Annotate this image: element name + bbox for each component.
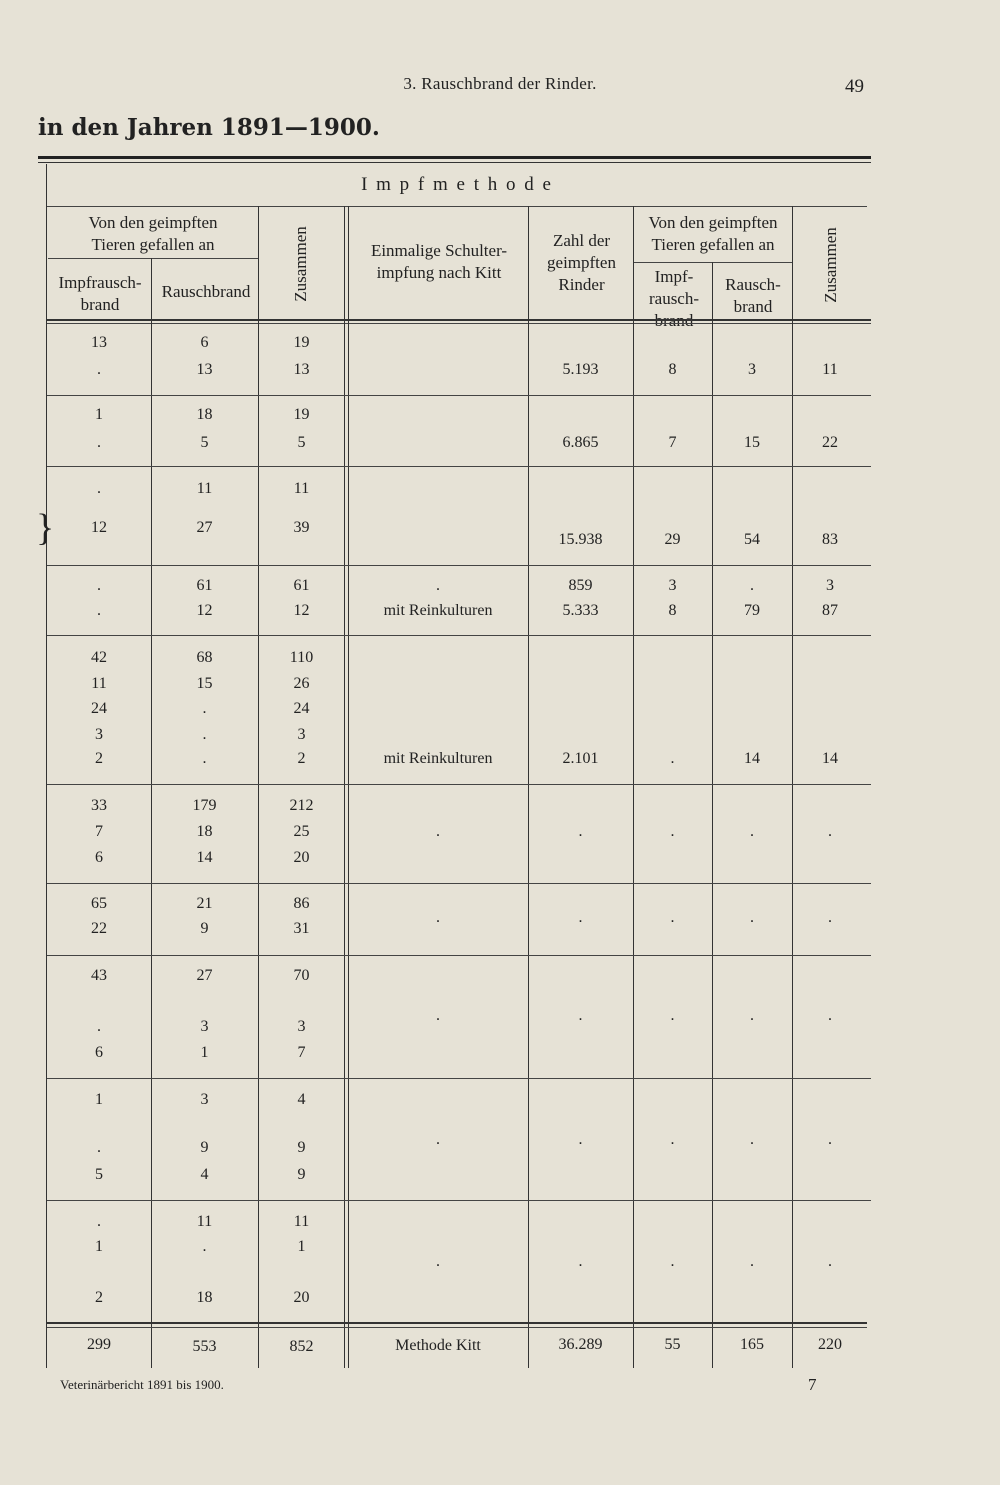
cell-impf: . (670, 1007, 675, 1024)
cell-zusammen2: 83 (822, 531, 838, 548)
cell-rauschbrand: 9 (200, 920, 209, 937)
rausch-header-line2: brand (733, 297, 773, 316)
cell-rauschbrand: . (202, 750, 207, 767)
cell-impfrauschbrand: . (97, 602, 101, 619)
cell-impf: 8 (668, 602, 677, 619)
cell-zusammen: 7 (297, 1044, 306, 1061)
cell-methode: . (436, 577, 440, 594)
vline-5 (528, 206, 529, 1368)
cell-impfrauschbrand: 43 (91, 967, 107, 984)
cell-impfrauschbrand: 1 (95, 1238, 103, 1255)
cell-rausch: 14 (744, 750, 760, 767)
cell-methode: . (436, 1253, 440, 1270)
cell-zusammen: 2 (297, 750, 306, 767)
impf-header-line2: rausch- (648, 289, 700, 308)
cell-zusammen: 19 (293, 334, 310, 351)
cell-rauschbrand: 11 (196, 1213, 213, 1230)
cell-zusammen: 9 (297, 1166, 306, 1183)
cell-zusammen: 25 (293, 823, 310, 840)
row-separator (47, 883, 871, 884)
cell-zusammen: 212 (289, 797, 314, 814)
impf-header-line1: Impf- (654, 267, 694, 286)
vline-8 (792, 206, 793, 1368)
cell-methode: . (436, 909, 440, 926)
row-separator (47, 1078, 871, 1079)
cell-rauschbrand: 68 (196, 649, 213, 666)
total-zusammen: 852 (289, 1338, 314, 1355)
row-separator (47, 466, 871, 467)
cell-methode: . (436, 1007, 440, 1024)
cell-methode: mit Reinkulturen (383, 750, 493, 767)
cell-impfrauschbrand: 2 (95, 750, 103, 767)
cell-rausch: 54 (744, 531, 760, 548)
cell-rauschbrand: 27 (196, 967, 213, 984)
cell-impfrauschbrand: 33 (91, 797, 107, 814)
cell-impfrauschbrand: 24 (91, 700, 107, 717)
einmalige-header-line2: impfung nach Kitt (376, 263, 502, 282)
total-impfrauschbrand: 299 (87, 1336, 111, 1353)
cell-rauschbrand: . (202, 726, 207, 743)
cell-rauschbrand: 5 (200, 434, 209, 451)
cell-impf: . (670, 750, 675, 767)
table-border-left (46, 164, 47, 1368)
left-group-header (48, 212, 258, 256)
totals-rule (47, 1322, 867, 1324)
cell-geimpfte: 859 (568, 577, 593, 594)
cell-impfrauschbrand: . (97, 1018, 101, 1035)
header-bottom-rule (47, 319, 871, 321)
zahl-header (530, 230, 633, 296)
cell-zusammen: 1 (297, 1238, 306, 1255)
total-rauschbrand: 553 (192, 1338, 217, 1355)
running-head: 3. Rauschbrand der Rinder. (403, 74, 597, 93)
cell-zusammen2: 11 (822, 361, 838, 378)
cell-zusammen: 70 (293, 967, 310, 984)
cell-impfrauschbrand: 1 (95, 406, 103, 423)
cell-geimpfte: . (578, 823, 583, 840)
cell-impfrauschbrand: 11 (91, 675, 107, 692)
cell-rauschbrand: 4 (200, 1166, 209, 1183)
cell-impf: . (670, 1253, 675, 1270)
cell-zusammen2: 87 (822, 602, 838, 619)
cell-rausch: . (750, 909, 754, 926)
cell-impfrauschbrand: 1 (95, 1091, 103, 1108)
impf-header-line3 (636, 310, 712, 332)
cell-rauschbrand: 9 (200, 1139, 209, 1156)
cell-zusammen: 61 (293, 577, 310, 594)
totals-rule-thin (47, 1327, 867, 1328)
cell-rauschbrand: 18 (196, 1289, 213, 1306)
rausch-header-line1: Rausch- (725, 275, 781, 294)
impfmethode-rule (47, 206, 867, 207)
cell-impfrauschbrand: 13 (91, 334, 107, 351)
total-geimpfte: 36.289 (558, 1336, 603, 1353)
cell-rauschbrand: 179 (192, 797, 217, 814)
cell-methode: mit Reinkulturen (383, 602, 493, 619)
cell-zusammen: 3 (297, 1018, 306, 1035)
right-group-rule (634, 262, 793, 263)
row-separator (47, 784, 871, 785)
row-separator (47, 955, 871, 956)
cell-impf: 3 (668, 577, 677, 594)
cell-impfrauschbrand: 3 (95, 726, 103, 743)
cell-impfrauschbrand: . (97, 1139, 101, 1156)
cell-rauschbrand: . (202, 700, 207, 717)
cell-geimpfte: 2.101 (562, 750, 599, 767)
cell-impfrauschbrand: . (97, 361, 101, 378)
cell-geimpfte: 5.333 (562, 602, 599, 619)
total-rausch: 165 (740, 1336, 764, 1353)
cell-zusammen: 3 (297, 726, 306, 743)
cell-zusammen: 110 (289, 649, 314, 666)
cell-zusammen2: . (828, 1131, 832, 1148)
impfrauschbrand-header-line1: Impfrausch- (58, 273, 142, 292)
cell-geimpfte: 15.938 (558, 531, 603, 548)
cell-impfrauschbrand: 6 (95, 1044, 103, 1061)
zusammen-header: Zusammen (291, 226, 310, 302)
cell-rausch: . (750, 1131, 754, 1148)
cell-impf: . (670, 823, 675, 840)
cell-zusammen: 20 (293, 849, 310, 866)
cell-zusammen2: 3 (826, 577, 834, 594)
cell-impfrauschbrand: 12 (91, 519, 107, 536)
cell-impfrauschbrand: . (97, 434, 101, 451)
cell-rausch: . (750, 1007, 754, 1024)
impfrauschbrand-header-line2: brand (80, 295, 120, 314)
cell-impf: . (670, 1131, 675, 1148)
cell-zusammen: 39 (293, 519, 310, 536)
cell-rauschbrand: 11 (196, 480, 213, 497)
cell-rauschbrand: 21 (196, 895, 213, 912)
cell-geimpfte: 5.193 (562, 361, 599, 378)
cell-impfrauschbrand: . (97, 577, 101, 594)
cell-impf: 7 (668, 434, 677, 451)
cell-zusammen: 11 (293, 1213, 310, 1230)
cell-impfrauschbrand: 6 (95, 849, 103, 866)
cell-zusammen2: . (828, 1007, 832, 1024)
top-rule (38, 156, 871, 159)
einmalige-header-line1: Einmalige Schulter- (370, 241, 508, 260)
right-group-header (634, 212, 792, 256)
cell-rauschbrand: . (202, 1238, 207, 1255)
cell-impfrauschbrand: 7 (95, 823, 103, 840)
cell-impfrauschbrand: 5 (95, 1166, 103, 1183)
cell-zusammen: 9 (297, 1139, 306, 1156)
row-brace: } (36, 507, 55, 549)
footer-left: Veterinärbericht 1891 bis 1900. (60, 1377, 224, 1392)
impfmethode-header: I m p f m e t h o d e (361, 174, 553, 195)
cell-impfrauschbrand: 22 (91, 920, 107, 937)
page-title: in den Jahren 1891—1900. (38, 114, 380, 141)
rausch-header (713, 274, 793, 318)
cell-impf: 8 (668, 361, 677, 378)
vline-4 (348, 206, 349, 1368)
vline-7 (712, 262, 713, 1368)
cell-rausch: 3 (748, 361, 756, 378)
cell-zusammen: 86 (293, 895, 310, 912)
rauschbrand-header: Rauschbrand (161, 282, 251, 301)
cell-rausch: . (750, 823, 754, 840)
cell-geimpfte: . (578, 1007, 583, 1024)
cell-zusammen: 11 (293, 480, 310, 497)
cell-rauschbrand: 18 (196, 406, 213, 423)
zahl-header-line2: geimpften (547, 253, 616, 272)
right-group-header-line1: Von den geimpften (648, 213, 778, 232)
cell-rausch: . (750, 577, 754, 594)
total-impf: 55 (664, 1336, 681, 1353)
cell-rauschbrand: 18 (196, 823, 213, 840)
top-rule-thin (38, 162, 871, 163)
cell-geimpfte: 6.865 (562, 434, 599, 451)
cell-impfrauschbrand: . (97, 1213, 101, 1230)
cell-zusammen2: 14 (822, 750, 838, 767)
cell-geimpfte: . (578, 909, 583, 926)
cell-zusammen2: . (828, 1253, 832, 1270)
cell-rauschbrand: 6 (200, 334, 209, 351)
impfrauschbrand-header (50, 272, 150, 316)
vline-2 (258, 206, 259, 1368)
row-separator (47, 1200, 871, 1201)
cell-zusammen: 12 (293, 602, 310, 619)
cell-zusammen: 31 (293, 920, 310, 937)
cell-zusammen2: . (828, 909, 832, 926)
cell-rauschbrand: 14 (196, 849, 213, 866)
footer-right: 7 (808, 1375, 817, 1394)
left-group-rule (48, 258, 259, 259)
zusammen2-header: Zusammen (821, 227, 840, 303)
cell-rauschbrand: 3 (200, 1091, 209, 1108)
cell-zusammen: 5 (297, 434, 306, 451)
cell-zusammen: 24 (293, 700, 310, 717)
vline-3 (344, 206, 345, 1368)
right-group-header-line2: Tieren gefallen an (651, 235, 775, 254)
page-number: 49 (845, 76, 864, 97)
cell-rauschbrand: 27 (196, 519, 213, 536)
cell-zusammen: 19 (293, 406, 310, 423)
cell-impfrauschbrand: 42 (91, 649, 107, 666)
cell-rauschbrand: 12 (196, 602, 213, 619)
cell-geimpfte: . (578, 1253, 583, 1270)
cell-impfrauschbrand: 2 (95, 1289, 103, 1306)
cell-methode: . (436, 823, 440, 840)
cell-methode: . (436, 1131, 440, 1148)
cell-rausch: . (750, 1253, 754, 1270)
cell-impfrauschbrand: 65 (91, 895, 107, 912)
vline-6 (633, 206, 634, 1368)
einmalige-header (350, 240, 528, 284)
cell-impf: . (670, 909, 675, 926)
cell-zusammen: 26 (293, 675, 310, 692)
row-separator (47, 635, 871, 636)
cell-geimpfte: . (578, 1131, 583, 1148)
cell-impfrauschbrand: . (97, 480, 101, 497)
row-separator (47, 395, 871, 396)
cell-rauschbrand: 1 (200, 1044, 209, 1061)
cell-impf: 29 (664, 531, 681, 548)
row-separator (47, 565, 871, 566)
cell-rauschbrand: 13 (196, 361, 213, 378)
cell-rauschbrand: 3 (200, 1018, 209, 1035)
left-group-header-line1: Von den geimpften (88, 213, 218, 232)
total-methode: Methode Kitt (395, 1337, 481, 1354)
cell-rausch: 15 (744, 434, 760, 451)
cell-rausch: 79 (744, 602, 760, 619)
header-bottom-rule-thin (47, 323, 871, 324)
cell-rauschbrand: 61 (196, 577, 213, 594)
cell-zusammen2: . (828, 823, 832, 840)
cell-zusammen: 4 (297, 1091, 306, 1108)
zahl-header-line1: Zahl der (552, 231, 611, 250)
cell-zusammen: 13 (293, 361, 310, 378)
cell-zusammen2: 22 (822, 434, 838, 451)
cell-rauschbrand: 15 (196, 675, 213, 692)
left-group-header-line2: Tieren gefallen an (91, 235, 215, 254)
zahl-header-line3: Rinder (558, 275, 605, 294)
cell-zusammen: 20 (293, 1289, 310, 1306)
total-zusammen2: 220 (818, 1336, 842, 1353)
